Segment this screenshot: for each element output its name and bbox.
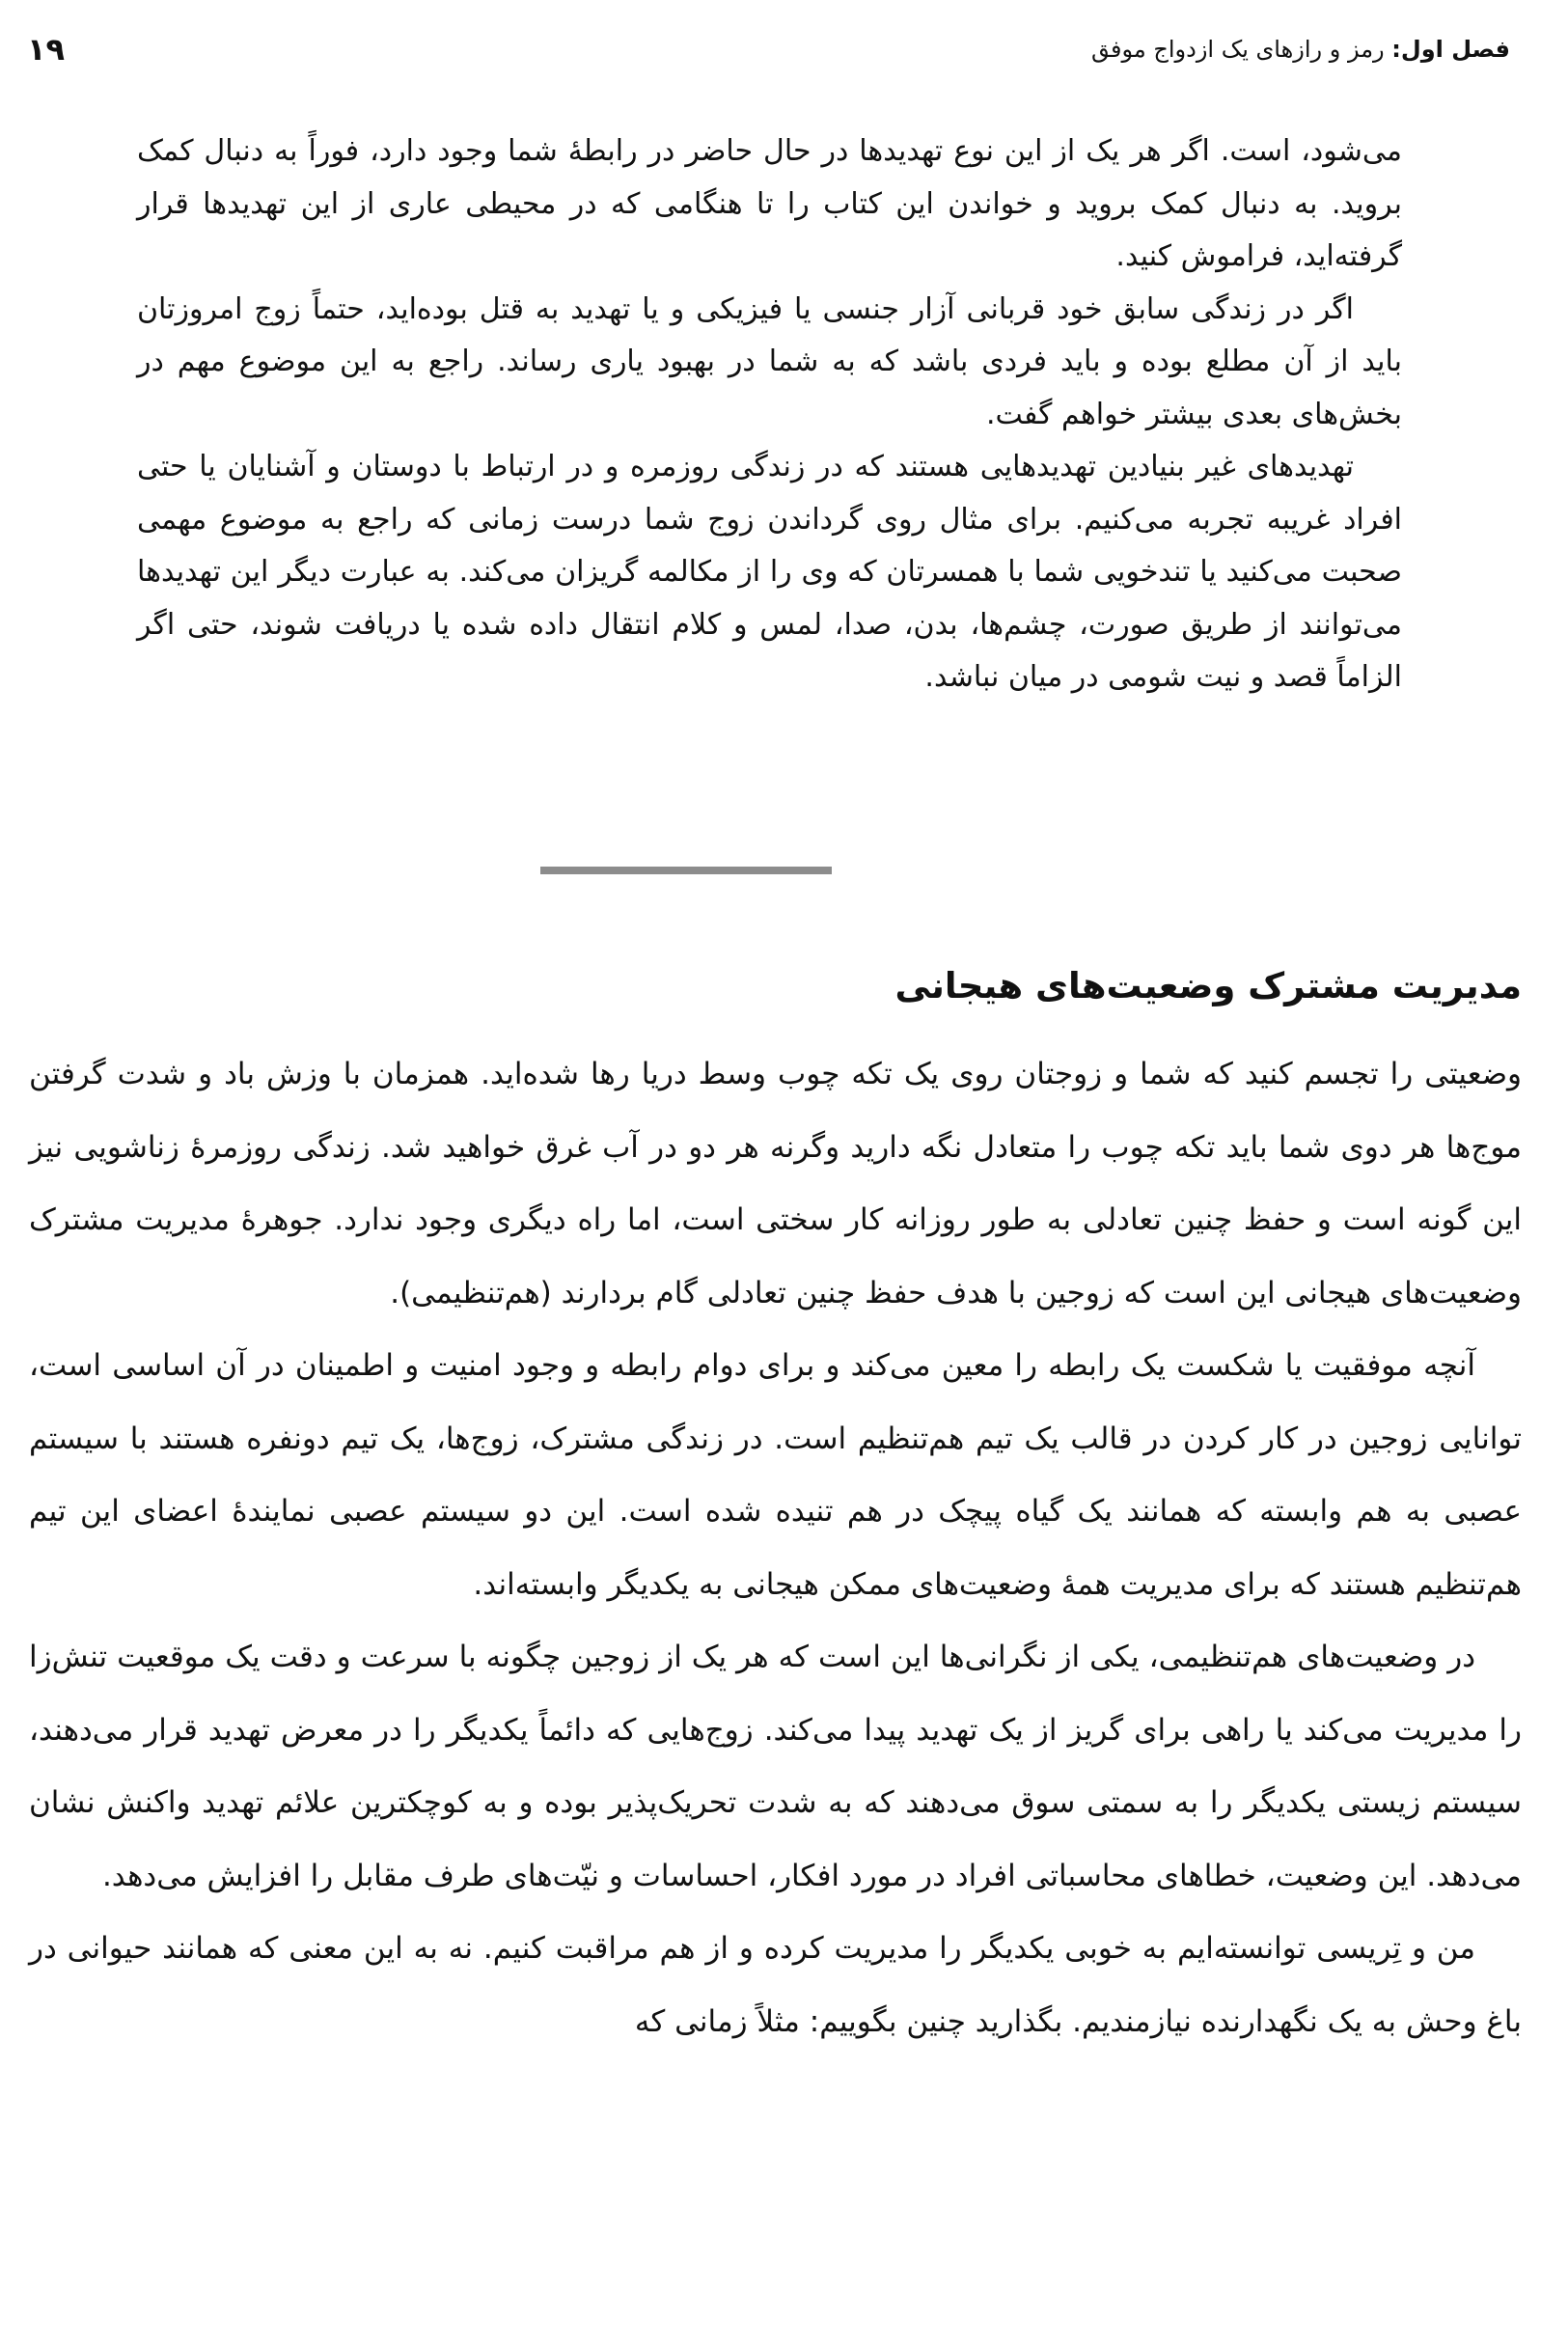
section-body (29, 1038, 1522, 2058)
body-paragraph: در وضعیت‌های هم‌تنظیمی، یکی از نگرانی‌ها این است که هر یک از زوجین چگونه با سرعت و دقت یک موقعیت تنش‌زا را مدیریت می‌کند یا راهی برای گریز از یک تهدید پیدا می‌کند. زوج‌هایی که دائماً یکدیگر را در معرض تهدید قرار می‌دهند، سیستم زیستی یکدیگر را به سمتی سوق می‌دهند که به شدت تحریک‌پذیر بوده و به کوچکترین علائم تهدید واکنش نشان می‌دهد. این وضعیت، خطاهای محاسباتی افراد در مورد افکار، احساسات و نیّت‌های طرف مقابل را افزایش می‌دهد. (29, 1640, 1522, 1893)
body-paragraph: من و تِریسی توانسته‌ایم به خوبی یکدیگر را مدیریت کرده و از هم مراقبت کنیم. نه به این معنی که همانند حیوانی در باغ وحش به یک نگهدارنده نیازمندیم. بگذارید چنین بگوییم: مثلاً زمانی که (29, 1931, 1522, 2039)
excerpt-paragraph: می‌شود، است. اگر هر یک از این نوع تهدیدها در حال حاضر در رابطهٔ شما وجود دارد، فوراً به دنبال کمک بروید. به دنبال کمک بروید و خواندن این کتاب را تا هنگامی که در محیطی عاری از این تهدیدها قرار گرفته‌اید، فراموش کنید. (137, 134, 1402, 273)
running-header (27, 25, 1510, 73)
indented-excerpt (137, 125, 1402, 704)
excerpt-paragraph: اگر در زندگی سابق خود قربانی آزار جنسی یا فیزیکی و یا تهدید به قتل بوده‌اید، حتماً زوج امروزتان باید از آن مطلع بوده و باید فردی باشد که به شما در بهبود یاری رساند. راجع به این موضوع مهم در بخش‌های بعدی بیشتر خواهم گفت. (137, 291, 1402, 431)
chapter-title: رمز و رازهای یک ازدواج موفق (1091, 36, 1385, 63)
excerpt-paragraph: تهدیدهای غیر بنیادین تهدیدهایی هستند که در زندگی روزمره و در ارتباط با دوستان و آشنایان یا حتی افراد غریبه تجربه می‌کنیم. برای مثال روی گرداندن زوج شما درست زمانی که راجع به موضوع مهمی صحبت می‌کنید یا تندخویی شما با همسرتان که وی را از مکالمه گریزان می‌کند. به عبارت دیگر این تهدیدها می‌توانند از طریق صورت، چشم‌ها، بدن، صدا، لمس و کلام انتقال داده شده یا دریافت شوند، حتی اگر الزاماً قصد و نیت شومی در میان نباشد. (137, 450, 1402, 694)
chapter-title-line (1091, 36, 1510, 63)
chapter-label: فصل اول: (1391, 36, 1510, 63)
body-paragraph: وضعیتی را تجسم کنید که شما و زوجتان روی یک تکه چوب وسط دریا رها شده‌اید. همزمان با وزش باد و شدت گرفتن موج‌ها هر دوی شما باید تکه چوب را متعادل نگه دارید وگرنه هر دو در آب غرق خواهید شد. زندگی روزمرهٔ زناشویی نیز این گونه است و حفظ چنین تعادلی به طور روزانه کار سختی است، اما راه دیگری وجود ندارد. جوهرهٔ مدیریت مشترک وضعیت‌های هیجانی این است که زوجین با هدف حفظ چنین تعادلی گام بردارند (هم‌تنظیمی). (29, 1057, 1522, 1310)
body-paragraph: آنچه موفقیت یا شکست یک رابطه را معین می‌کند و برای دوام رابطه و وجود امنیت و اطمینان در آن اساسی است، توانایی زوجین در کار کردن در قالب یک تیم هم‌تنظیم است. در زندگی مشترک، زوج‌ها، یک تیم دونفره هستند با سیستم عصبی به هم وابسته که همانند یک گیاه پیچک در هم تنیده شده است. این دو سیستم عصبی نمایندهٔ اعضای این تیم هم‌تنظیم هستند که برای مدیریت همهٔ وضعیت‌های ممکن هیجانی به یکدیگر وابسته‌اند. (29, 1348, 1522, 1602)
section-heading: مدیریت مشترک وضعیت‌های هیجانی (894, 965, 1522, 1007)
section-divider (540, 867, 832, 874)
page-number: ۱۹ (27, 31, 66, 68)
